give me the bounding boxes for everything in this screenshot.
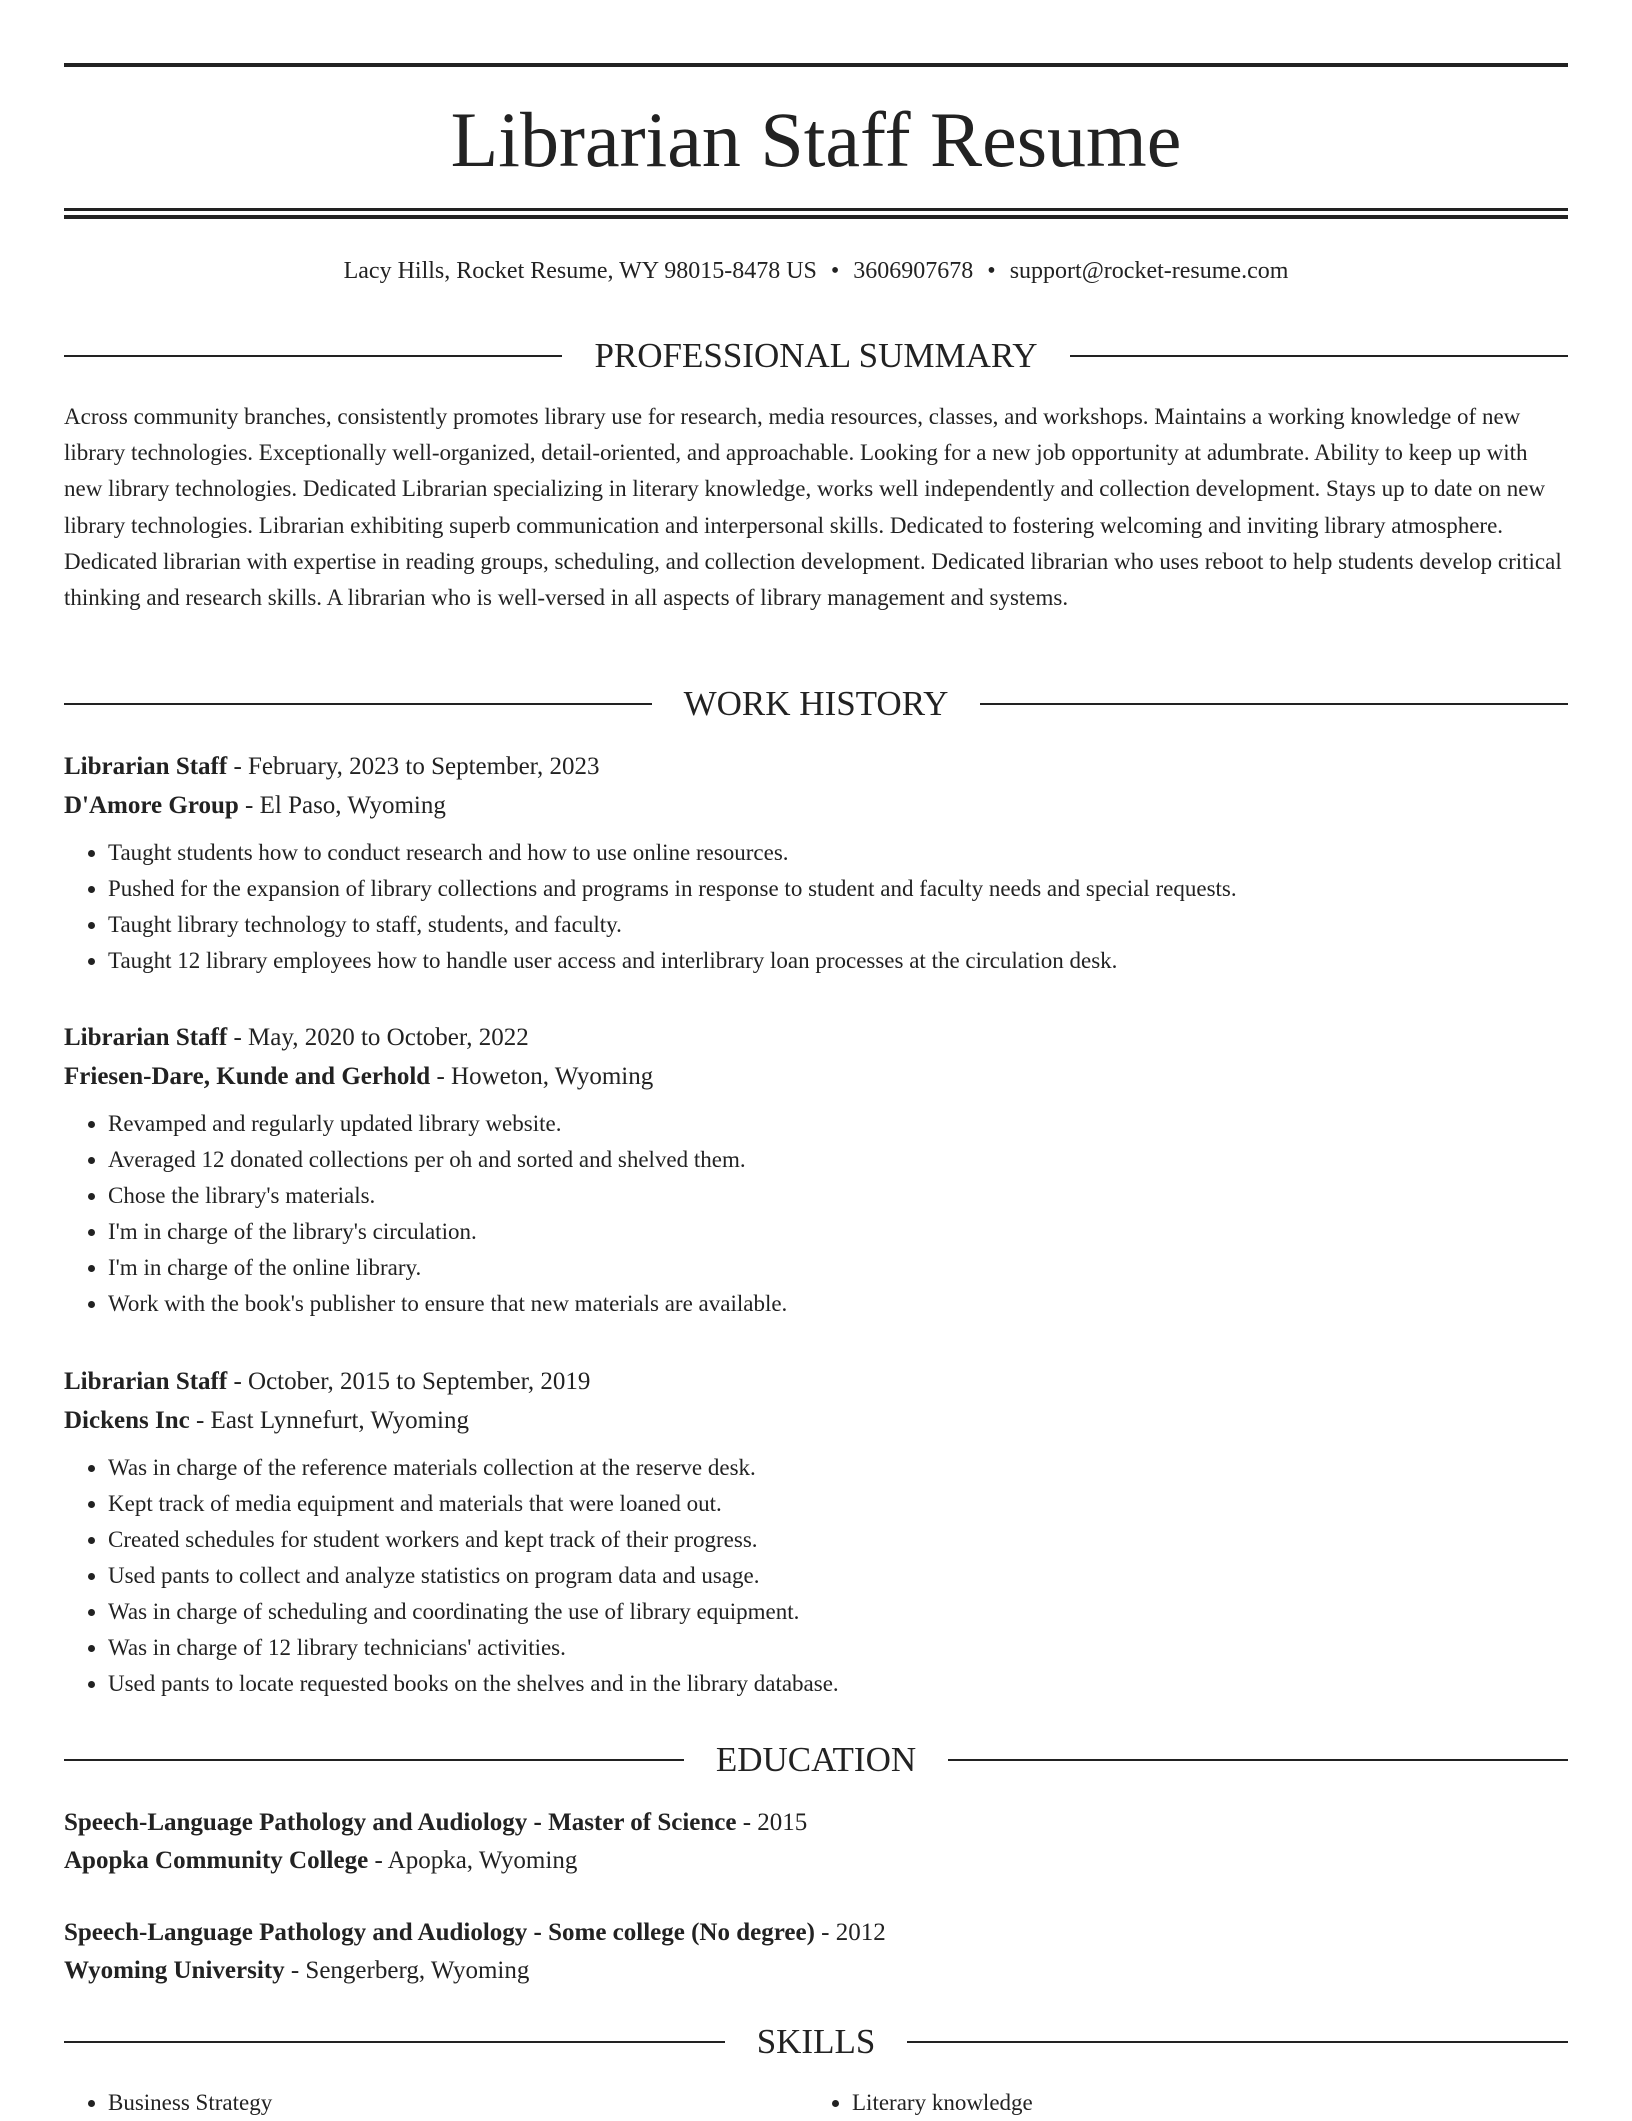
summary-text: Across community branches, consistently promotes library use for research, media resources, classes, and workshops. Maintains a working knowledge of new library technologies. Exceptionally well-organized, detail-oriented, and approachable. Looking for a new job opportunity at adumbrate. Ability to keep up with new library technologies. Dedicated Librarian specializing in literary knowledge, works well independently and collection development. Stays up to date on new library technologies. Librarian exhibiting superb communication and interpersonal skills. Dedicated to fostering welcoming and inviting library atmosphere. Dedicated librarian with expertise in reading groups, scheduling, and collection development. Dedicated librarian who uses reboot to help students develop critical thinking and research skills. A librarian who is well-versed in all aspects of library management and systems. [64,404,1562,611]
heading-rule [980,703,1568,705]
heading-rule [64,703,652,705]
contact-separator: • [987,258,996,284]
job-location: East Lynnefurt, Wyoming [210,1407,469,1434]
contact-email: support@rocket-resume.com [1009,258,1289,284]
job-location: Howeton, Wyoming [451,1063,654,1090]
section-heading-summary [64,336,1568,376]
job-title: Librarian Staff [64,753,228,780]
job-entry [64,1362,1568,1702]
heading-rule [64,1759,684,1761]
list-item: • Used pants to locate requested books on the shelves and in the library database. [108,1666,1568,1702]
heading-rule [948,1759,1568,1761]
job-title-line: Librarian Staff - October, 2015 to September, 2019 [64,1368,591,1395]
heading-rule [64,355,562,357]
section-title: SKILLS [756,2022,876,2061]
contact-phone: 3606907678 [853,258,974,284]
list-item: • Was in charge of 12 library technicians' activities. [108,1630,1568,1666]
list-item: • Taught 12 library employees how to handle user access and interlibrary loan processes at the circulation desk. [108,943,1568,979]
education-year: 2012 [835,1919,886,1946]
education-degree-line: Speech-Language Pathology and Audiology - Some college (No degree) - 2012 [64,1919,886,1946]
section-title: WORK HISTORY [683,684,949,723]
education-entry [64,1804,1568,1880]
contact-line [64,254,1568,288]
list-item: • Taught students how to conduct research and how to use online resources. [108,835,1568,871]
list-item: • Averaged 12 donated collections per oh and sorted and shelved them. [108,1142,1568,1178]
job-title: Librarian Staff [64,1024,228,1051]
list-item: • Pushed for the expansion of library collections and programs in response to student and faculty needs and special requests. [108,871,1568,907]
education-school-line: Apopka Community College - Apopka, Wyoming [64,1847,578,1874]
list-item: • Kept track of media equipment and materials that were loaned out. [108,1486,1568,1522]
job-company: Friesen-Dare, Kunde and Gerhold [64,1063,431,1090]
education-location: Sengerberg, Wyoming [305,1957,530,1984]
job-company-line: D'Amore Group - El Paso, Wyoming [64,792,446,819]
section-heading-education [64,1740,1568,1780]
job-bullets [64,1106,1568,1322]
job-dates: May, 2020 to October, 2022 [248,1024,529,1051]
title-rule-lower [64,215,1568,219]
education-year: 2015 [757,1809,808,1836]
title-rule-upper [64,208,1568,211]
job-dates: October, 2015 to September, 2019 [248,1368,591,1395]
heading-rule [64,2041,725,2043]
top-rule [64,63,1568,67]
education-school-line: Wyoming University - Sengerberg, Wyoming [64,1957,530,1984]
heading-rule [1070,355,1568,357]
education-degree: Speech-Language Pathology and Audiology - Some college (No degree) [64,1919,815,1946]
section-heading-work-history [64,684,1568,724]
job-company: Dickens Inc [64,1407,190,1434]
contact-address: Lacy Hills, Rocket Resume, WY 98015-8478 US [343,258,817,284]
job-company-line: Dickens Inc - East Lynnefurt, Wyoming [64,1407,469,1434]
job-entry [64,1018,1568,1322]
job-location: El Paso, Wyoming [259,792,446,819]
job-dates: February, 2023 to September, 2023 [248,753,600,780]
skill-item: • Literary knowledge [852,2085,1552,2121]
education-entry [64,1914,1568,1990]
job-bullets [64,1450,1568,1702]
education-degree: Speech-Language Pathology and Audiology - Master of Science [64,1809,737,1836]
list-item: • Was in charge of the reference materials collection at the reserve desk. [108,1450,1568,1486]
list-item: • Chose the library's materials. [108,1178,1568,1214]
job-title-line: Librarian Staff - May, 2020 to October, 2022 [64,1024,529,1051]
resume-title: Librarian Staff Resume [450,96,1182,183]
education-school: Apopka Community College [64,1847,369,1874]
list-item: • I'm in charge of the library's circulation. [108,1214,1568,1250]
job-company-line: Friesen-Dare, Kunde and Gerhold - Howeton, Wyoming [64,1063,654,1090]
education-degree-line: Speech-Language Pathology and Audiology - Master of Science - 2015 [64,1809,808,1836]
contact-separator: • [830,258,840,284]
section-heading-skills [64,2022,1568,2062]
job-company: D'Amore Group [64,792,239,819]
list-item: • Work with the book's publisher to ensure that new materials are available. [108,1286,1568,1322]
list-item: • Used pants to collect and analyze statistics on program data and usage. [108,1558,1568,1594]
heading-rule [907,2041,1568,2043]
job-entry [64,747,1568,979]
section-title: PROFESSIONAL SUMMARY [594,336,1038,375]
list-item: • Revamped and regularly updated library website. [108,1106,1568,1142]
list-item: • Was in charge of scheduling and coordinating the use of library equipment. [108,1594,1568,1630]
list-item: • Created schedules for student workers and kept track of their progress. [108,1522,1568,1558]
list-item: • Taught library technology to staff, students, and faculty. [108,907,1568,943]
education-location: Apopka, Wyoming [387,1847,578,1874]
skills-list [64,2085,1568,2121]
job-title: Librarian Staff [64,1368,228,1395]
skill-item: • Business Strategy [108,2085,808,2121]
job-bullets [64,835,1568,979]
job-title-line: Librarian Staff - February, 2023 to September, 2023 [64,753,600,780]
list-item: • I'm in charge of the online library. [108,1250,1568,1286]
education-school: Wyoming University [64,1957,285,1984]
section-title: EDUCATION [715,1740,917,1779]
skills-column-left [64,2085,808,2121]
skills-column-right [808,2085,1552,2121]
